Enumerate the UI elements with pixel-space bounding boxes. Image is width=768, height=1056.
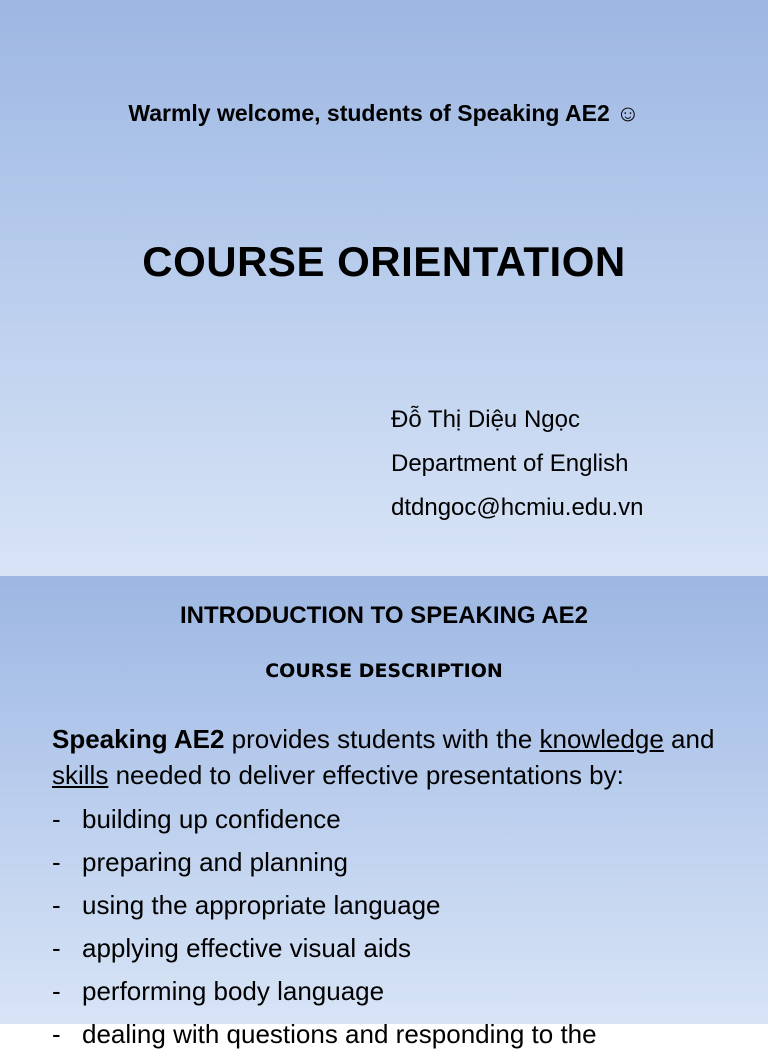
- course-description-paragraph: [52, 721, 752, 793]
- list-item: [52, 970, 597, 1013]
- slide-title: INTRODUCTION TO SPEAKING AE2: [179, 602, 589, 629]
- author-department: Department of English: [391, 450, 629, 477]
- author-email: dtdngoc@hcmiu.edu.vn: [391, 494, 644, 521]
- keyword-knowledge: knowledge: [539, 724, 664, 754]
- bullet-marker: -: [52, 890, 61, 920]
- keyword-skills: skills: [52, 760, 109, 790]
- welcome-message: Warmly welcome, students of Speaking AE2 ☺: [128, 100, 640, 126]
- slide-introduction: [0, 576, 768, 1049]
- list-item-text: building up confidence: [82, 804, 341, 834]
- list-item: [52, 1013, 597, 1056]
- paragraph-text: needed to deliver effective presentations by:: [108, 760, 624, 790]
- course-name: Speaking AE2: [52, 724, 225, 754]
- bullet-marker: -: [52, 847, 61, 877]
- bullet-marker: -: [52, 933, 61, 963]
- list-item: [52, 841, 597, 884]
- author-name: Đỗ Thị Diệu Ngọc: [391, 406, 580, 433]
- bullet-marker: -: [52, 976, 61, 1006]
- list-item-text: applying effective visual aids: [82, 933, 412, 963]
- bullet-marker: -: [52, 804, 61, 834]
- list-item-text: using the appropriate language: [82, 890, 441, 920]
- paragraph-text: and: [663, 724, 715, 754]
- list-item: [52, 884, 597, 927]
- list-item-text: dealing with questions and responding to the: [82, 1019, 597, 1049]
- list-item: [52, 798, 597, 841]
- list-item: [52, 927, 597, 970]
- list-item-text: preparing and planning: [82, 847, 348, 877]
- slide-title: COURSE ORIENTATION: [142, 238, 626, 285]
- section-subtitle: COURSE DESCRIPTION: [265, 660, 503, 682]
- bullet-marker: -: [52, 1019, 61, 1049]
- paragraph-text: provides students with the: [224, 724, 540, 754]
- list-item-text: performing body language: [82, 976, 385, 1006]
- skills-list: [52, 798, 597, 1056]
